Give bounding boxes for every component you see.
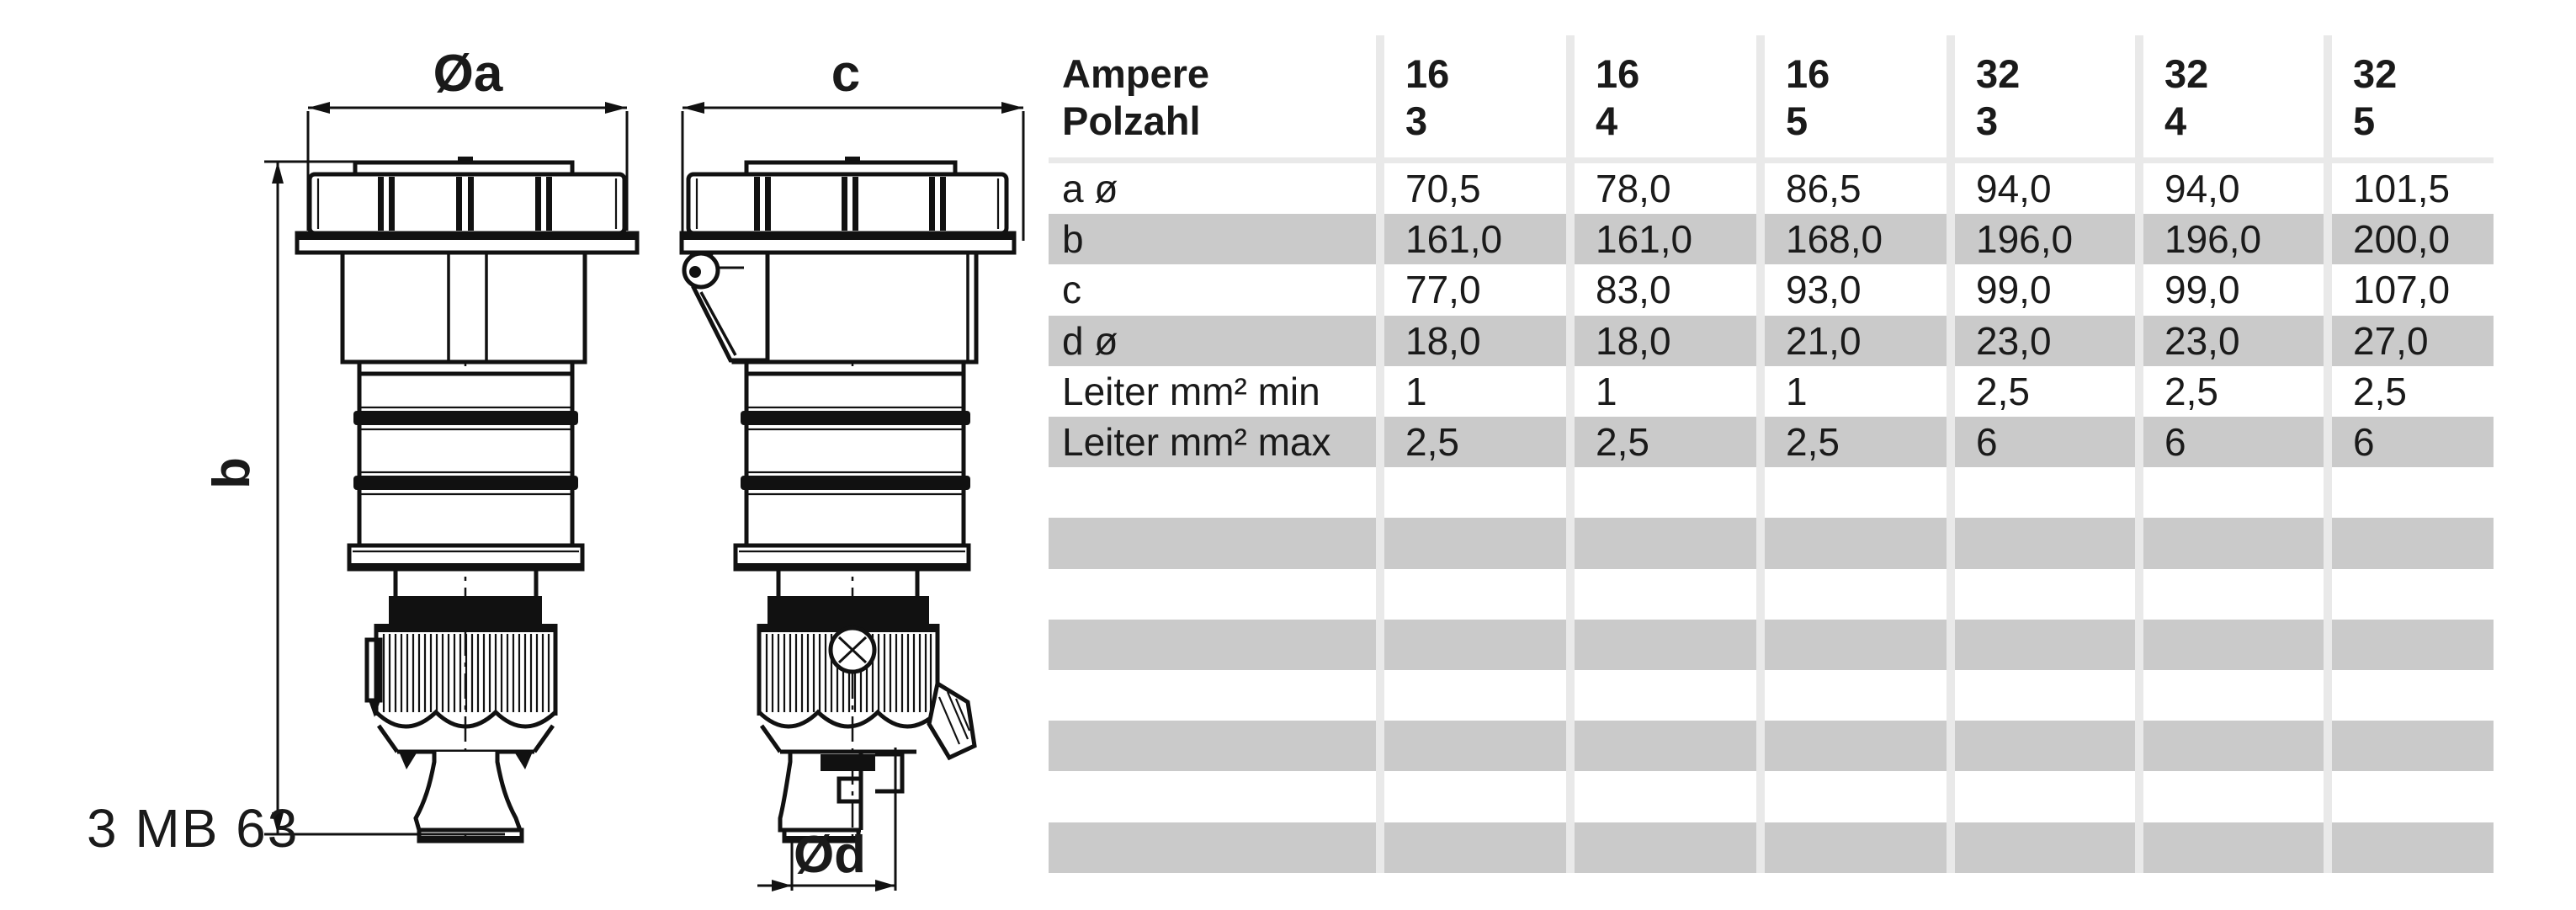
cell-value: 1: [1786, 369, 1808, 413]
cell-value: 6: [2164, 420, 2186, 465]
header-ampere-value: 32: [1976, 51, 2021, 96]
cell-value: 2,5: [1596, 420, 1649, 465]
row-label: a ø: [1062, 167, 1118, 210]
cell-value: 94,0: [2164, 167, 2240, 210]
header-polzahl-value: 3: [1405, 98, 1428, 143]
header-label-polzahl: Polzahl: [1062, 98, 1201, 143]
seal-flap: [929, 684, 975, 758]
cell-value: 161,0: [1596, 217, 1693, 262]
header-label-ampere: Ampere: [1062, 51, 1210, 96]
table-row-empty: [1049, 721, 2494, 771]
cable-outlet: [762, 726, 916, 841]
cell-value: 18,0: [1405, 318, 1481, 363]
drawing-plug-side-view: [203, 45, 637, 843]
dimension-label-b: b: [203, 457, 261, 489]
cell-value: 107,0: [2353, 268, 2451, 312]
dimension-label-d: Ød: [793, 826, 867, 884]
header-separator: [1049, 157, 2494, 163]
header-polzahl-value: 3: [1976, 98, 1999, 143]
cell-value: 77,0: [1405, 268, 1481, 312]
table-header-line-ampere: [1049, 51, 2494, 98]
cell-value: 6: [2353, 420, 2375, 465]
cell-value: 196,0: [2164, 217, 2262, 262]
cell-value: 23,0: [1976, 318, 2052, 363]
table-row: [1049, 417, 2494, 467]
cell-value: 99,0: [2164, 268, 2240, 312]
row-label: Leiter mm² min: [1062, 369, 1320, 413]
cell-value: 2,5: [1786, 420, 1840, 465]
cell-value: 2,5: [1405, 420, 1459, 465]
column-separator: [1376, 35, 1384, 873]
cell-value: 200,0: [2353, 217, 2451, 262]
table-row-empty: [1049, 569, 2494, 620]
table-row-empty: [1049, 467, 2494, 518]
cell-value: 23,0: [2164, 318, 2240, 363]
cell-value: 2,5: [1976, 369, 2030, 413]
cell-value: 99,0: [1976, 268, 2052, 312]
screw-icon: [831, 628, 874, 672]
column-separator: [1947, 35, 1955, 873]
table-header-line-polzahl: [1049, 98, 2494, 145]
dimension-table: [1049, 163, 2494, 873]
table-row-empty: [1049, 771, 2494, 822]
table-row-empty: [1049, 670, 2494, 721]
column-separator: [1756, 35, 1765, 873]
table-row: [1049, 214, 2494, 264]
table-row-empty: [1049, 822, 2494, 873]
cell-value: 2,5: [2353, 369, 2407, 413]
cell-value: 21,0: [1786, 318, 1862, 363]
header-polzahl-value: 5: [1786, 98, 1809, 143]
drawing-plug-hinged-view: [682, 45, 1023, 891]
column-separator: [2135, 35, 2143, 873]
dimension-label-c: c: [831, 45, 861, 103]
cell-value: 83,0: [1596, 268, 1671, 312]
cell-value: 101,5: [2353, 167, 2451, 210]
cell-value: 161,0: [1405, 217, 1503, 262]
header-ampere-value: 16: [1405, 51, 1450, 96]
header-polzahl-value: 5: [2353, 98, 2376, 143]
row-label: Leiter mm² max: [1062, 420, 1331, 465]
header-ampere-value: 16: [1596, 51, 1640, 96]
table-row: [1049, 366, 2494, 417]
column-separator: [1566, 35, 1575, 873]
cell-value: 94,0: [1976, 167, 2052, 210]
table-row: [1049, 264, 2494, 315]
table-row: [1049, 163, 2494, 214]
technical-drawing: [0, 0, 1049, 910]
header-ampere-value: 32: [2353, 51, 2398, 96]
cell-value: 93,0: [1786, 268, 1862, 312]
table-row-empty: [1049, 620, 2494, 670]
cell-value: 1: [1405, 369, 1427, 413]
cell-value: 196,0: [1976, 217, 2074, 262]
cell-value: 78,0: [1596, 167, 1671, 210]
cell-value: 27,0: [2353, 318, 2429, 363]
table-row-empty: [1049, 518, 2494, 568]
dimension-label-a: Øa: [433, 45, 503, 103]
row-label: c: [1062, 268, 1081, 312]
cell-value: 6: [1976, 420, 1998, 465]
header-ampere-value: 32: [2164, 51, 2209, 96]
column-separator: [2324, 35, 2332, 873]
gland-nut: [367, 624, 555, 726]
table-header: [1049, 51, 2494, 145]
cell-value: 2,5: [2164, 369, 2218, 413]
gland-nut: [759, 624, 937, 726]
row-label: b: [1062, 217, 1084, 262]
header-polzahl-value: 4: [1596, 98, 1618, 143]
product-code: 3 MB 63: [87, 798, 300, 859]
header-polzahl-value: 4: [2164, 98, 2187, 143]
cell-value: 70,5: [1405, 167, 1481, 210]
cell-value: 18,0: [1596, 318, 1671, 363]
cell-value: 86,5: [1786, 167, 1862, 210]
cell-value: 168,0: [1786, 217, 1883, 262]
hinge-cover-clip: [684, 253, 767, 360]
header-ampere-value: 16: [1786, 51, 1830, 96]
row-label: d ø: [1062, 318, 1118, 363]
cell-value: 1: [1596, 369, 1617, 413]
table-row: [1049, 316, 2494, 366]
